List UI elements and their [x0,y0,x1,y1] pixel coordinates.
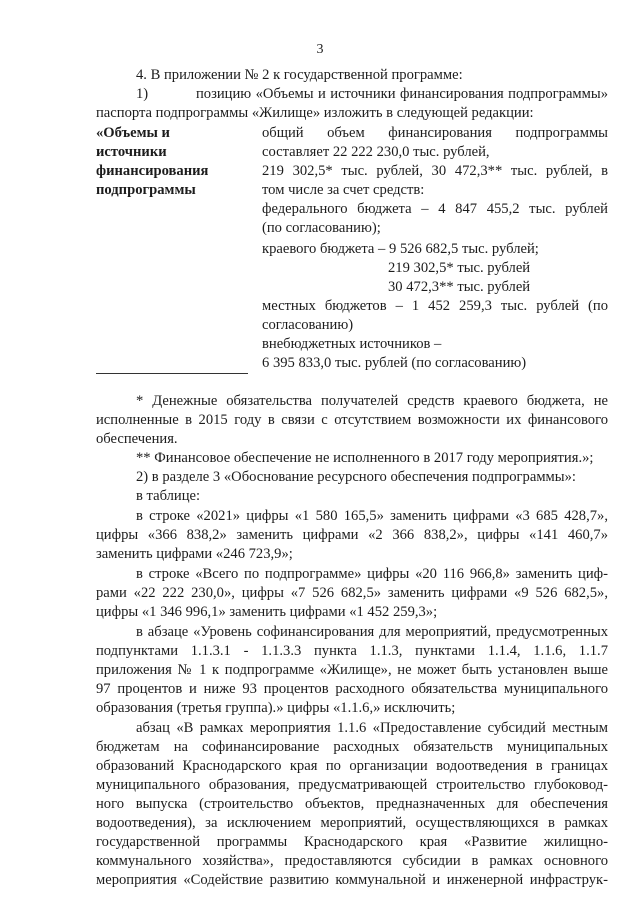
footnote-separator [96,373,248,374]
paragraph-line: в строке «2021» цифры «1 580 165,5» заменить цифрами «3 685 428,7», [136,508,608,524]
paragraph-line: рами «22 222 230,0», цифры «7 526 682,5» заменить цифрами «9 526 682,5», [96,585,608,601]
paragraph-line: цифры «366 838,2» заменить цифрами «2 366 838,2», цифры «141 460,7» [96,527,608,543]
footnote-1-line: обеспечения. [96,431,178,447]
footnote-2-line: ** Финансовое обеспечение не исполненного в 2017 году мероприятия.»; [136,450,594,466]
paragraph-line: абзац «В рамках мероприятия 1.1.6 «Предоставление субсидий местным [136,720,608,736]
paragraph-line: 97 процентов и ниже 93 процентов расходного обязательства муниципального [96,681,608,697]
paragraph-line: цифры «1 346 996,1» заменить цифрами «1 452 259,3»; [96,604,438,620]
paragraph-line: 2) в разделе 3 «Обоснование ресурсного обеспечения подпрограммы»: [136,469,576,485]
paragraph-line: в строке «Всего по подпрограмме» цифры «20 116 966,8» заменить циф- [136,566,608,582]
paragraph-line: ного выпуска (строительство объектов, предназначенных для обеспечения [96,796,608,812]
table-value-line: 219 302,5* тыс. рублей [388,260,531,276]
table-label-line: финансирования [96,163,209,179]
table-label-line: «Объемы и [96,125,170,141]
paragraph-line: в таблице: [136,488,201,504]
paragraph-line: водоотведения), за исключением мероприятий, осуществляющихся в рамках [96,815,608,831]
paragraph-line: мероприятия «Содействие развитию коммунальной и инженерной инфраструк- [96,872,608,888]
table-value-line: согласованию) [262,317,354,333]
table-value-line: краевого бюджета – 9 526 682,5 тыс. рублей; [262,241,539,257]
table-label-line: подпрограммы [96,182,196,198]
table-value-line: 6 395 833,0 тыс. рублей (по согласованию) [262,355,527,371]
intro-subitem-number: 1) [136,86,149,102]
table-value-line: внебюджетных источников – [262,336,442,352]
paragraph-line: подпунктами 1.1.3.1 - 1.1.3.3 пункта 1.1.3, пунктами 1.1.4, 1.1.6, 1.1.7 [96,643,608,659]
paragraph-line: коммунального хозяйства», предоставляются субсидии в рамках основного [96,853,608,869]
paragraph-line: приложения № 1 к подпрограмме «Жилище», не может быть установлен выше [96,662,608,678]
intro-continuation: паспорта подпрограммы «Жилище» изложить в следующей редакции: [96,105,534,121]
table-value-line: общий объем финансирования подпрограммы [262,125,608,141]
paragraph-line: в абзаце «Уровень софинансирования для мероприятий, предусмотренных [136,624,608,640]
paragraph-line: заменить цифрами «246 723,9»; [96,546,293,562]
page-number: 3 [316,42,324,57]
intro-subitem-text: позицию «Объемы и источники финансирования подпрограммы» [196,86,608,102]
table-value-line: том числе за счет средств: [262,182,425,198]
table-value-line: (по согласованию); [262,220,381,236]
table-value-line: местных бюджетов – 1 452 259,3 тыс. рублей (по [262,298,608,314]
paragraph-line: муниципального образования, предусматривающей строительство глубоковод- [96,777,608,793]
paragraph-line: образования (третья группа).» цифры «1.1.6,» исключить; [96,700,456,716]
intro-item-4: 4. В приложении № 2 к государственной программе: [136,67,463,83]
table-value-line: федерального бюджета – 4 847 455,2 тыс. рублей [262,201,608,217]
paragraph-line: государственной программы Краснодарского края «Развитие жилищно- [96,834,608,850]
footnote-1-line: исполненные в 2015 году в связи с отсутствием возможности их финансового [96,412,608,428]
paragraph-line: образований Краснодарского края по организации водоотведения в границах [96,758,608,774]
footnote-1-line: * Денежные обязательства получателей средств краевого бюджета, не [136,393,608,409]
table-value-line: 30 472,3** тыс. рублей [388,279,531,295]
table-value-line: 219 302,5* тыс. рублей, 30 472,3** тыс. рублей, в [262,163,608,179]
paragraph-line: бюджетам на софинансирование расходных обязательств муниципальных [96,739,608,755]
table-value-line: составляет 22 222 230,0 тыс. рублей, [262,144,490,160]
table-label-line: источники [96,144,167,160]
